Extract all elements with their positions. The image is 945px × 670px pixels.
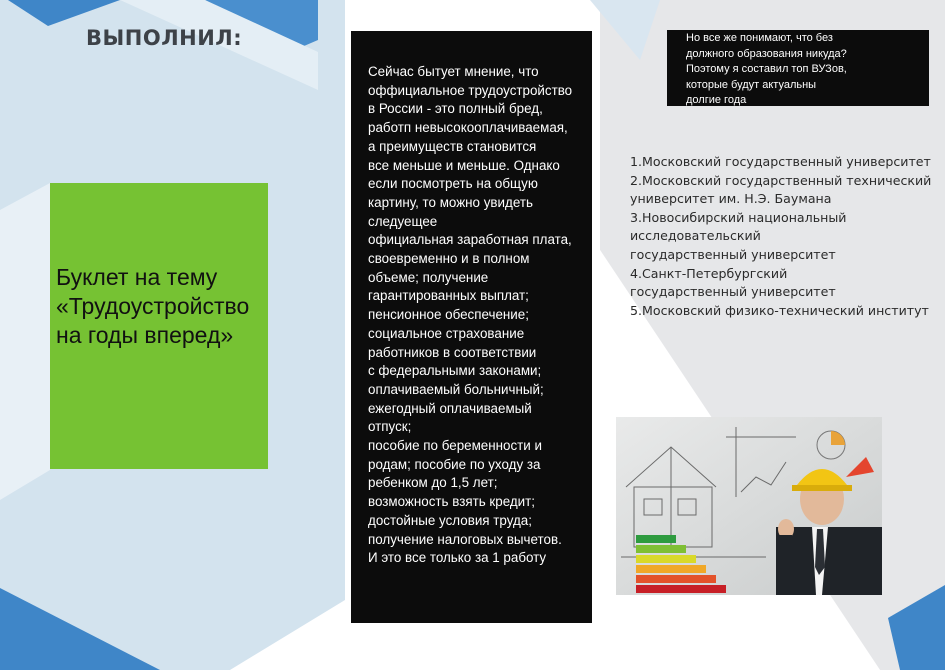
main-text-line: работников в соответствии [368, 344, 537, 360]
booklet-title [56, 263, 276, 350]
main-text-line: И это все только за 1 работу [368, 550, 547, 566]
main-text-line: достойные условия труда; [368, 512, 532, 528]
main-text-line: Сейчас бытует мнение, что [368, 64, 539, 79]
main-text-line: гарантированных выплат; [368, 288, 529, 304]
university-line: исследовательский [630, 228, 761, 244]
main-text-line: а преимуществ становится [368, 138, 537, 154]
main-text-line: пенсионное обеспечение; [368, 307, 529, 323]
main-text-line: если посмотреть на общую [368, 176, 538, 192]
main-text-line: ежегодный оплачиваемый [368, 400, 532, 416]
top-note-box [667, 30, 929, 106]
university-line: 5.Московский физико-технический институт [630, 302, 929, 318]
author-label: ВЫПОЛНИЛ: [86, 26, 243, 50]
main-text-line: все меньше и меньше. Однако [368, 157, 560, 173]
university-line: университет им. Н.Э. Баумана [630, 191, 832, 207]
main-text-line: объеме; получение [368, 269, 489, 285]
main-text-line: следуещее [368, 213, 438, 229]
university-line: 1.Московский государственный университет [630, 154, 931, 169]
top-note-line: которые будут актуальны [686, 78, 817, 91]
main-text-line: отпуск; [368, 419, 412, 435]
main-text-line: родам; пособие по уходу за [368, 456, 541, 472]
main-text-line: получение налоговых вычетов. [368, 531, 562, 547]
main-text-line: возможность взять кредит; [368, 494, 536, 510]
university-line: 4.Санкт-Петербургский [630, 265, 788, 281]
top-note-line: долгие года [686, 94, 747, 106]
top-note-line: должного образования никуда? [686, 47, 847, 60]
engineer-photo [616, 417, 882, 595]
top-note-line: Но все же понимают, что без [686, 32, 833, 44]
main-text-line: оплачиваемый больничный; [368, 381, 544, 397]
main-text-line: социальное страхование [368, 325, 525, 341]
bg-white-diagonal [0, 183, 50, 500]
booklet-title-line: Буклет на тему [56, 264, 218, 290]
main-text-line: оффициальное трудоустройство [368, 82, 573, 98]
university-line: 3.Новосибирский национальный [630, 209, 847, 225]
main-text-line: ребенком до 1,5 лет; [368, 475, 498, 491]
university-line: государственный университет [630, 246, 836, 262]
main-text-panel [351, 31, 592, 623]
booklet-title-line: «Трудоустройство [56, 293, 250, 319]
booklet-title-line: на годы вперед» [56, 322, 234, 348]
top-note-line: Поэтому я составил топ ВУЗов, [686, 63, 847, 76]
main-text-line: официальная заработная плата, [368, 232, 572, 248]
university-line: 2.Московский государственный технический [630, 172, 932, 188]
main-text-line: картину, то можно увидеть [368, 194, 533, 210]
university-line: государственный университет [630, 284, 836, 300]
booklet-title-box [50, 183, 268, 469]
main-text-line: с федеральными законами; [368, 363, 542, 379]
main-text-line: в России - это полный бред, [368, 101, 543, 117]
main-text-line: работп невысокооплачиваемая, [368, 120, 568, 136]
main-text-line: пособие по беременности и [368, 438, 542, 454]
university-list [630, 153, 942, 320]
main-text [368, 63, 592, 568]
main-text-line: своевременно и в полном [368, 251, 530, 267]
top-note-text [686, 31, 847, 106]
engineer-illustration [616, 417, 882, 595]
